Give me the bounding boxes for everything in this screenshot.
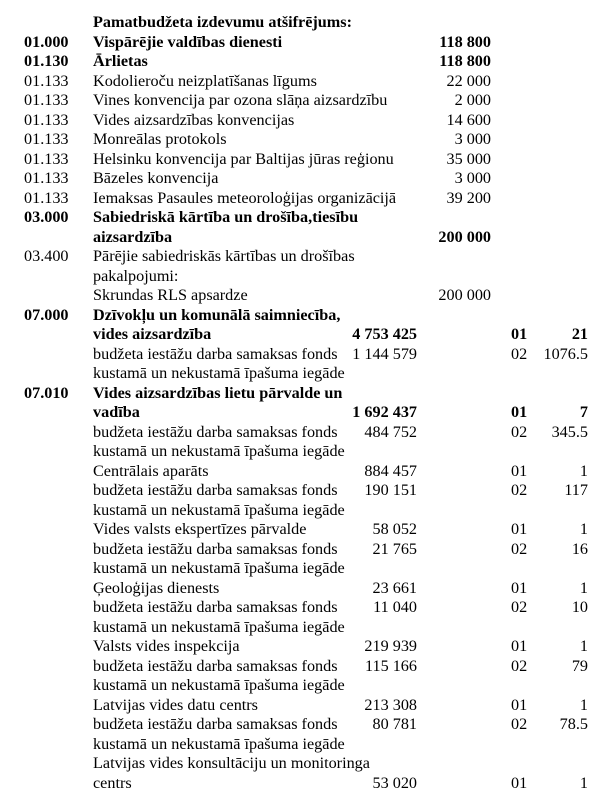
document-line bbox=[0, 111, 600, 130]
line-code: 07.000 bbox=[24, 305, 69, 324]
line-category: 02 bbox=[511, 656, 528, 675]
line-amount: 11 040 bbox=[373, 598, 417, 616]
line-description: kustamā un nekustamā īpašuma iegāde bbox=[93, 500, 345, 519]
line-description: Valsts vides inspekcija bbox=[93, 637, 240, 655]
line-category: 02 bbox=[511, 481, 528, 499]
document-line bbox=[0, 423, 600, 442]
line-description: Sabiedriskā kārtība un drošība,tiesību bbox=[93, 208, 359, 226]
document-line bbox=[0, 189, 600, 208]
document-line bbox=[0, 462, 600, 481]
line-description: Ģeoloģijas dienests bbox=[93, 578, 220, 597]
document-line bbox=[0, 384, 600, 403]
line-description: Monreālas protokols bbox=[93, 130, 227, 148]
document-line bbox=[0, 72, 600, 91]
line-value: 1076.5 bbox=[543, 344, 588, 363]
document-line bbox=[0, 403, 600, 422]
line-code: 01.133 bbox=[24, 188, 69, 207]
line-description: Dzīvokļu un komunālā saimniecība, bbox=[93, 305, 341, 324]
line-category: 02 bbox=[511, 598, 528, 616]
document-line bbox=[0, 774, 600, 793]
line-amount: 2 000 bbox=[454, 91, 491, 109]
line-code: 01.133 bbox=[24, 91, 69, 109]
document-line bbox=[0, 657, 600, 676]
line-description: Ārlietas bbox=[93, 52, 148, 70]
document-line bbox=[0, 735, 600, 754]
line-category: 02 bbox=[511, 715, 528, 733]
line-description: kustamā un nekustamā īpašuma iegāde bbox=[93, 617, 345, 636]
document-line bbox=[0, 676, 600, 695]
line-description: Iemaksas Pasaules meteoroloģijas organizācijā bbox=[93, 188, 397, 207]
line-amount: 53 020 bbox=[372, 773, 417, 792]
line-description: Vides aizsardzības konvencijas bbox=[93, 110, 295, 129]
line-value: 16 bbox=[571, 539, 588, 558]
line-amount: 115 166 bbox=[364, 656, 417, 675]
line-amount: 3 000 bbox=[454, 169, 491, 187]
line-description: vides aizsardzība bbox=[93, 325, 212, 343]
line-amount: 14 600 bbox=[446, 110, 491, 129]
line-description: budžeta iestāžu darba samaksas fonds bbox=[93, 344, 338, 363]
document-line bbox=[0, 150, 600, 169]
document-line bbox=[0, 579, 600, 598]
line-description: centrs bbox=[93, 773, 132, 792]
line-amount: 58 052 bbox=[372, 520, 417, 538]
line-amount: 21 765 bbox=[372, 539, 417, 558]
line-amount: 200 000 bbox=[438, 227, 491, 246]
line-category: 01 bbox=[511, 695, 528, 714]
line-amount: 213 308 bbox=[364, 695, 417, 714]
line-description: budžeta iestāžu darba samaksas fonds bbox=[93, 715, 338, 733]
line-category: 01 bbox=[511, 520, 528, 538]
line-value: 1 bbox=[579, 695, 588, 714]
line-amount: 23 661 bbox=[372, 578, 417, 597]
line-amount: 884 457 bbox=[364, 461, 417, 480]
document-line bbox=[0, 33, 600, 52]
line-category: 01 bbox=[511, 403, 528, 421]
document-line bbox=[0, 228, 600, 247]
line-description: Vines konvencija par ozona slāņa aizsardzību bbox=[93, 91, 388, 109]
line-value: 10 bbox=[571, 598, 588, 616]
document-line bbox=[0, 247, 600, 266]
document-line bbox=[0, 267, 600, 286]
line-amount: 35 000 bbox=[446, 149, 491, 168]
line-amount: 4 753 425 bbox=[352, 325, 417, 343]
line-description: Latvijas vides datu centrs bbox=[93, 695, 258, 714]
line-code: 01.133 bbox=[24, 71, 69, 90]
line-code: 01.133 bbox=[24, 110, 69, 129]
document-line bbox=[0, 52, 600, 71]
line-category: 02 bbox=[511, 539, 528, 558]
line-amount: 118 800 bbox=[439, 32, 491, 51]
line-value: 1 bbox=[579, 461, 588, 480]
line-code: 03.000 bbox=[24, 208, 69, 226]
line-category: 01 bbox=[511, 578, 528, 597]
line-value: 21 bbox=[571, 325, 588, 343]
line-category: 01 bbox=[511, 325, 528, 343]
line-description: Centrālais aparāts bbox=[93, 461, 209, 480]
document-line bbox=[0, 559, 600, 578]
line-description: budžeta iestāžu darba samaksas fonds bbox=[93, 598, 338, 616]
document-line bbox=[0, 501, 600, 520]
line-description: budžeta iestāžu darba samaksas fonds bbox=[93, 656, 338, 675]
document-line bbox=[0, 130, 600, 149]
line-value: 1 bbox=[579, 637, 588, 655]
document-line bbox=[0, 481, 600, 500]
document-line bbox=[0, 364, 600, 383]
line-value: 1 bbox=[579, 773, 588, 792]
line-amount: 80 781 bbox=[372, 715, 417, 733]
document-line bbox=[0, 169, 600, 188]
line-description: Pārējie sabiedriskās kārtības un drošības bbox=[93, 247, 355, 265]
document-line bbox=[0, 618, 600, 637]
line-category: 01 bbox=[511, 637, 528, 655]
document-line bbox=[0, 520, 600, 539]
line-category: 01 bbox=[511, 461, 528, 480]
line-code: 01.130 bbox=[24, 52, 69, 70]
document-line bbox=[0, 325, 600, 344]
line-description: Skrundas RLS apsardze bbox=[93, 286, 248, 304]
line-category: 02 bbox=[511, 344, 528, 363]
line-category: 02 bbox=[511, 422, 528, 441]
line-description: Vispārējie valdības dienesti bbox=[93, 32, 283, 51]
document-line bbox=[0, 91, 600, 110]
document-line bbox=[0, 598, 600, 617]
line-code: 07.010 bbox=[24, 383, 69, 402]
document-line bbox=[0, 345, 600, 364]
line-code: 01.133 bbox=[24, 130, 69, 148]
line-value: 79 bbox=[571, 656, 588, 675]
line-description: Vides aizsardzības lietu pārvalde un bbox=[93, 383, 343, 402]
line-value: 345.5 bbox=[551, 422, 588, 441]
document-line bbox=[0, 208, 600, 227]
document-line bbox=[0, 715, 600, 734]
line-description: budžeta iestāžu darba samaksas fonds bbox=[93, 422, 338, 441]
line-value: 1 bbox=[579, 578, 588, 597]
line-description: budžeta iestāžu darba samaksas fonds bbox=[93, 481, 338, 499]
line-value: 1 bbox=[579, 520, 588, 538]
document-line bbox=[0, 13, 600, 32]
document-line bbox=[0, 754, 600, 773]
document-line bbox=[0, 696, 600, 715]
line-description: kustamā un nekustamā īpašuma iegāde bbox=[93, 734, 345, 753]
line-amount: 484 752 bbox=[364, 422, 417, 441]
line-code: 01.133 bbox=[24, 149, 69, 168]
line-description: kustamā un nekustamā īpašuma iegāde bbox=[93, 676, 345, 694]
line-value: 117 bbox=[564, 481, 588, 499]
document-line bbox=[0, 442, 600, 461]
line-description: Bāzeles konvencija bbox=[93, 169, 219, 187]
line-description: Latvijas vides konsultāciju un monitoringa bbox=[93, 754, 370, 772]
line-description: budžeta iestāžu darba samaksas fonds bbox=[93, 539, 338, 558]
line-description: kustamā un nekustamā īpašuma iegāde bbox=[93, 559, 345, 577]
line-amount: 200 000 bbox=[438, 286, 491, 304]
line-value: 78.5 bbox=[559, 715, 588, 733]
line-code: 01.133 bbox=[24, 169, 69, 187]
line-amount: 190 151 bbox=[364, 481, 417, 499]
line-amount: 3 000 bbox=[454, 130, 491, 148]
line-description: aizsardzība bbox=[93, 227, 173, 246]
line-amount: 118 800 bbox=[439, 52, 491, 70]
document-line bbox=[0, 286, 600, 305]
line-amount: 219 939 bbox=[364, 637, 417, 655]
line-value: 7 bbox=[579, 403, 588, 421]
line-description: Pamatbudžeta izdevumu atšifrējums: bbox=[93, 13, 352, 31]
line-description: kustamā un nekustamā īpašuma iegāde bbox=[93, 442, 345, 460]
document-line bbox=[0, 306, 600, 325]
line-description: kustamā un nekustamā īpašuma iegāde bbox=[93, 364, 345, 382]
line-category: 01 bbox=[511, 773, 528, 792]
line-description: vadība bbox=[93, 403, 140, 421]
line-amount: 39 200 bbox=[446, 188, 491, 207]
line-amount: 22 000 bbox=[446, 71, 491, 90]
line-amount: 1 692 437 bbox=[352, 403, 417, 421]
line-description: Helsinku konvencija par Baltijas jūras reģionu bbox=[93, 149, 394, 168]
line-code: 03.400 bbox=[24, 247, 69, 265]
line-description: pakalpojumi: bbox=[93, 266, 179, 285]
line-description: Vides valsts ekspertīzes pārvalde bbox=[93, 520, 307, 538]
line-description: Kodolieroču neizplatīšanas līgums bbox=[93, 71, 317, 90]
document-line bbox=[0, 637, 600, 656]
line-code: 01.000 bbox=[24, 32, 69, 51]
line-amount: 1 144 579 bbox=[352, 344, 417, 363]
document-line bbox=[0, 540, 600, 559]
